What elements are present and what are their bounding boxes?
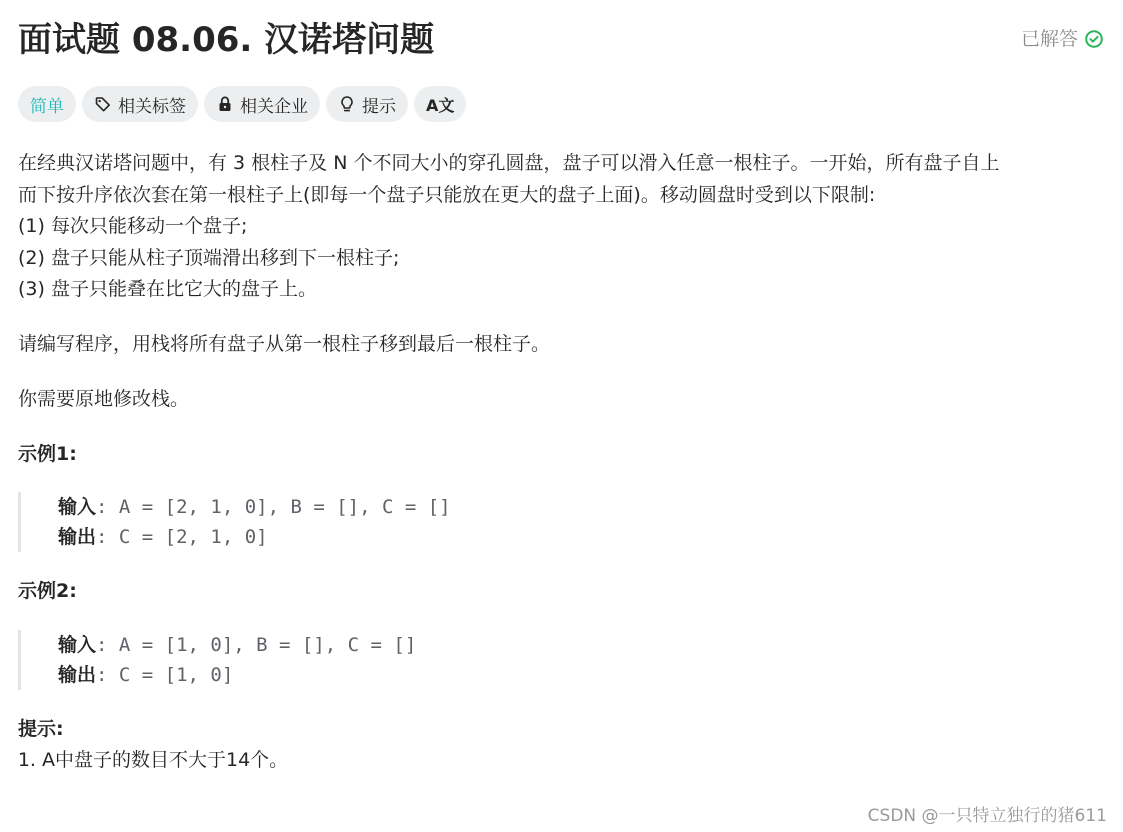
- input-label: 输入: [58, 496, 97, 518]
- example-input-line: [58, 630, 1108, 660]
- hints-list: [18, 745, 1108, 777]
- description-line: 在经典汉诺塔问题中，有 3 根柱子及 N 个不同大小的穿孔圆盘，盘子可以滑入任意一根柱子。一开始，所有盘子自上: [18, 152, 1000, 174]
- example-title: 示例2:: [18, 580, 77, 602]
- problem-title: 面试题 08.06. 汉诺塔问题: [18, 20, 435, 60]
- hints-button[interactable]: [326, 86, 408, 122]
- example-input-line: [58, 492, 1108, 522]
- description-line: 而下按升序依次套在第一根柱子上(即每一个盘子只能放在更大的盘子上面)。移动圆盘时受到以下限制:: [18, 183, 876, 206]
- lock-icon: [216, 95, 234, 113]
- csdn-watermark: CSDN @一只特立独行的猪611: [867, 806, 1107, 826]
- hints-section-title: 提示:: [18, 717, 64, 740]
- related-tags-button[interactable]: [82, 86, 198, 122]
- output-value: : C = [2, 1, 0]: [96, 526, 268, 548]
- lightbulb-icon: [338, 95, 356, 113]
- rule-item: (1) 每次只能移动一个盘子;: [18, 215, 248, 237]
- related-companies-label: 相关企业: [240, 96, 308, 117]
- related-companies-button[interactable]: [204, 86, 320, 122]
- example-block: [18, 630, 1108, 690]
- problem-header: [18, 0, 1108, 80]
- solved-status: [1021, 26, 1104, 52]
- check-circle-icon: [1084, 29, 1104, 49]
- example-block: [18, 492, 1108, 552]
- output-label: 输出: [58, 663, 97, 686]
- input-label: 输入: [58, 633, 97, 656]
- hint-item: 1. A中盘子的数目不大于14个。: [42, 745, 1108, 777]
- example-output-line: [58, 522, 1108, 552]
- input-value: : A = [1, 0], B = [], C = []: [96, 633, 417, 656]
- description-paragraph: 你需要原地修改栈。: [18, 388, 190, 410]
- problem-tags: [18, 86, 472, 122]
- hints-label: 提示: [362, 96, 396, 117]
- rule-item: (3) 盘子只能叠在比它大的盘子上。: [18, 278, 317, 300]
- translate-icon: A文: [426, 95, 455, 115]
- solved-label: 已解答: [1020, 28, 1078, 50]
- rule-item: (2) 盘子只能从柱子顶端滑出移到下一根柱子;: [18, 246, 400, 269]
- output-label: 输出: [58, 526, 97, 548]
- output-value: : C = [1, 0]: [96, 663, 234, 686]
- tag-icon: [94, 95, 112, 113]
- problem-page: [18, 0, 1108, 771]
- description-paragraph: 请编写程序，用栈将所有盘子从第一根柱子移到最后一根柱子。: [18, 332, 551, 355]
- example-output-line: [58, 660, 1108, 690]
- difficulty-badge: 简单: [18, 86, 76, 122]
- problem-description: [18, 148, 1108, 777]
- example-title: 示例1:: [18, 442, 77, 465]
- input-value: : A = [2, 1, 0], B = [], C = []: [96, 496, 451, 518]
- related-tags-label: 相关标签: [118, 96, 186, 117]
- translate-button[interactable]: [414, 86, 466, 122]
